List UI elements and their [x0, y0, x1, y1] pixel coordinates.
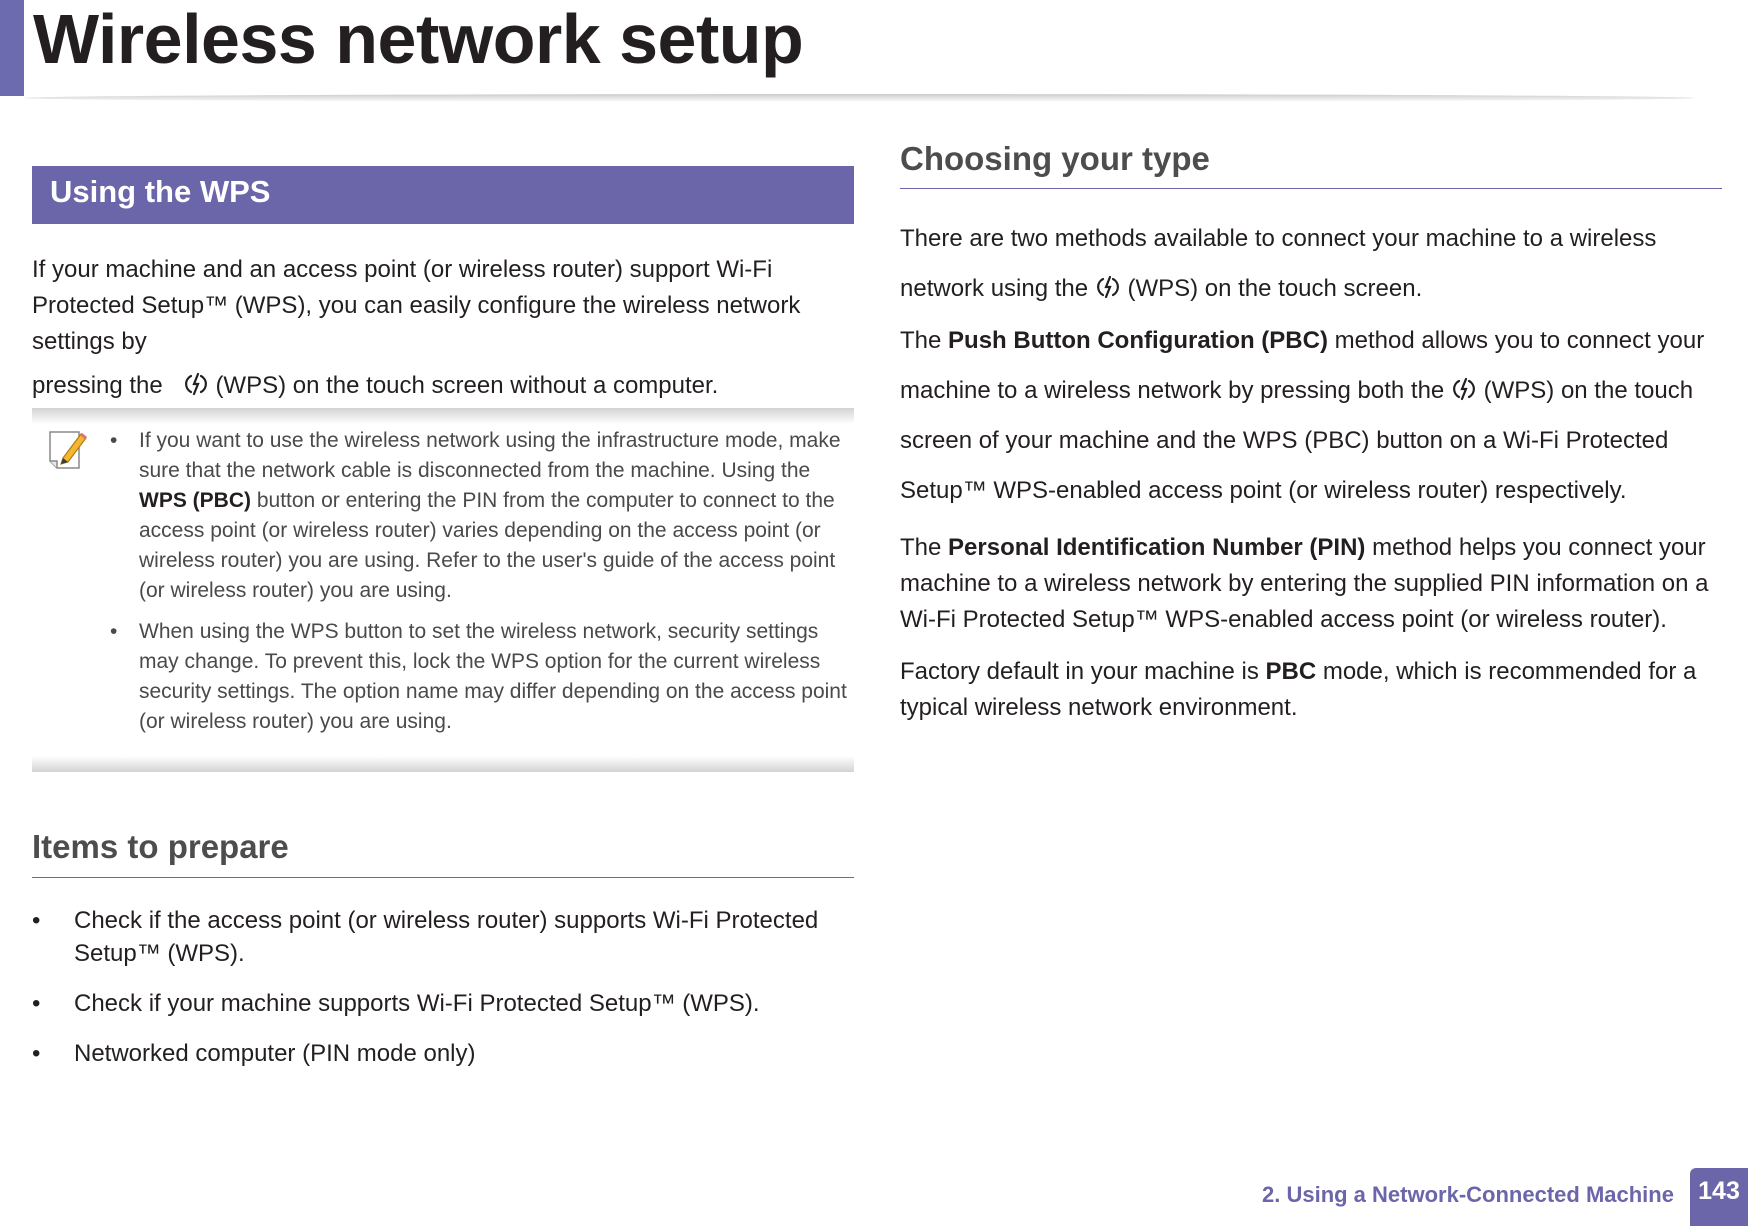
note-item-text: When using the WPS button to set the wireless network, security settings may change. To prevent this, lock the WPS option for the current wireless security settings. The option name may differ depending on the access point (or wireless router) you are using.: [139, 620, 847, 733]
paragraph-text: method helps you connect your machine to a wireless network by entering the supplied PIN information on a Wi-Fi Protected Setup™ WPS-enabled access point (or wireless router).: [900, 534, 1709, 633]
list-item: [32, 904, 832, 970]
paragraph-text: (WPS) on the touch screen of your machine and the WPS (PBC) button on a Wi-Fi Protected Setup™ WPS-enabled access point (or wireless router) respectively.: [900, 377, 1694, 504]
section-title-using-wps: Using the WPS: [50, 174, 271, 209]
bullet: •: [32, 1040, 41, 1067]
wps-intro-paragraph: [32, 252, 862, 404]
bullet: •: [110, 429, 118, 452]
items-to-prepare-list: [32, 904, 832, 1087]
wps-icon: [1095, 274, 1121, 300]
note-pencil-icon: [47, 428, 89, 474]
choosing-type-rule: [900, 188, 1722, 189]
note-bottom-border: [32, 756, 854, 772]
wps-intro-line: [32, 368, 862, 404]
list-item: [32, 1037, 832, 1070]
paragraph-text: The: [900, 327, 942, 354]
paragraph-bold: Push Button Configuration (PBC): [948, 327, 1328, 354]
note-item: [110, 426, 855, 606]
paragraph-bold: Personal Identification Number (PIN): [948, 534, 1366, 561]
items-heading-rule: [32, 877, 854, 878]
paragraph-text: There are two methods available to connect your machine to a wireless network using the: [900, 225, 1657, 302]
note-item-text: button or entering the PIN from the computer to connect to the access point (or wireless router) varies depending on the access point (or wireless router) you are using. Refer to the user's guide of the access point (or wireless router) you are using.: [139, 489, 836, 602]
note-item-bold: WPS (PBC): [139, 489, 251, 512]
paragraph: [900, 530, 1725, 638]
page-title: Wireless network setup: [33, 0, 804, 78]
wps-intro-pre: pressing the: [32, 372, 163, 399]
wps-intro-post: (WPS) on the touch screen without a computer.: [215, 372, 719, 399]
bullet: •: [110, 620, 118, 643]
note-item: [110, 617, 855, 737]
wps-icon: [1451, 376, 1477, 402]
paragraph-text: Factory default in your machine is: [900, 658, 1259, 685]
paragraph-text: mode, which is recommended for a typical wireless network environment.: [900, 658, 1697, 721]
items-to-prepare-heading: Items to prepare: [32, 828, 289, 865]
footer-chapter-link[interactable]: 2. Using a Network-Connected Machine: [1262, 1182, 1674, 1207]
choosing-type-heading: Choosing your type: [900, 140, 1210, 177]
bullet: •: [32, 907, 41, 934]
list-item-text: Check if your machine supports Wi-Fi Protected Setup™ (WPS).: [74, 990, 760, 1017]
list-item: [32, 987, 832, 1020]
paragraph-text: (WPS) on the touch screen.: [1127, 275, 1423, 302]
choosing-type-body: [900, 214, 1725, 742]
list-item-text: Check if the access point (or wireless router) supports Wi-Fi Protected Setup™ (WPS).: [74, 907, 819, 967]
note-list: [110, 426, 855, 748]
header-divider: [24, 94, 1694, 102]
paragraph: [900, 654, 1725, 726]
paragraph: [900, 214, 1725, 314]
note-item-text: If you want to use the wireless network using the infrastructure mode, make sure that the network cable is disconnected from the machine. Using the: [139, 429, 841, 482]
note-top-border: [32, 408, 854, 424]
paragraph-text: The: [900, 534, 942, 561]
bullet: •: [32, 990, 41, 1017]
list-item-text: Networked computer (PIN mode only): [74, 1040, 476, 1067]
paragraph-bold: PBC: [1265, 658, 1317, 685]
paragraph: [900, 316, 1725, 516]
wps-intro-text: If your machine and an access point (or wireless router) support Wi-Fi Protected Setup™ (WPS), you can easily configure the wireless network settings by: [32, 256, 801, 355]
header-accent-bar: [0, 0, 24, 96]
page-number: 143: [1698, 1177, 1740, 1205]
paragraph-text: method allows you to connect your machine to a wireless network by pressing both the: [900, 327, 1705, 404]
wps-icon: [183, 371, 209, 397]
